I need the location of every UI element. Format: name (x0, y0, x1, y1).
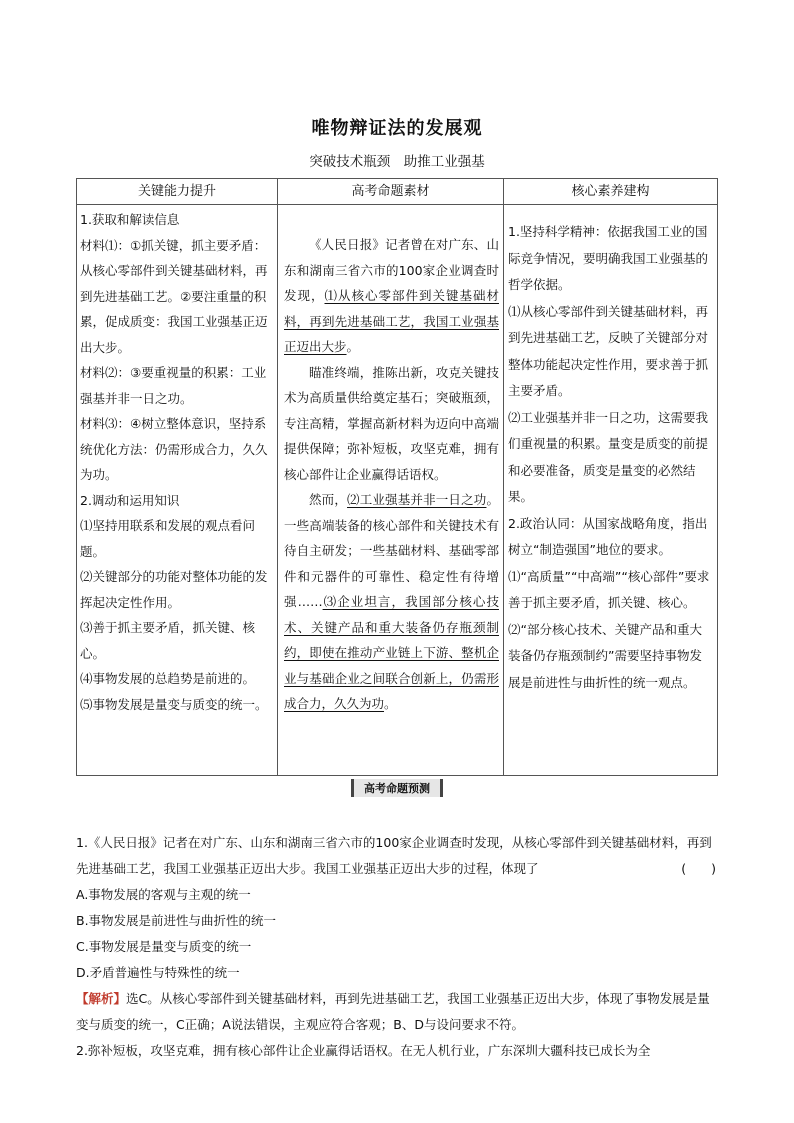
question-2-stem: 2.弥补短板，攻坚克难，拥有核心部件让企业赢得话语权。在无人机行业，广东深圳大疆科技已成长为全 (76, 1043, 651, 1058)
column-core-literacy (504, 179, 717, 775)
option-a: A.事物发展的客观与主观的统一 (76, 887, 251, 902)
list-item: ⑵“部分核心技术、关键产品和重大装备仍存瓶颈制约”需要坚持事物发展是前进性与曲折性的统一观点。 (508, 621, 702, 690)
question-1-stem: 1.《人民日报》记者在对广东、山东和湖南三省六市的100家企业调查时发现，从核心零部件到关键基础材料，再到先进基础工艺，我国工业强基正迈出大步。我国工业强基正迈出大步的过程，体现了 ( ) (76, 830, 720, 882)
option-d: D.矛盾普遍性与特殊性的统一 (76, 965, 240, 980)
list-item: 材料⑴：①抓关键，抓主要矛盾：从核心零部件到关键基础材料，再到先进基础工艺。②要注重量的积累，促成质变：我国工业强基正迈出大步。 (80, 237, 268, 355)
answer-blank: ( ) (681, 861, 716, 876)
page-title: 唯物辩证法的发展观 (311, 118, 483, 139)
list-item: 材料⑵：③要重视量的积累：工业强基并非一日之功。 (80, 365, 267, 406)
section-label: 高考命题预测 (351, 779, 443, 797)
column-header: 关键能力提升 (77, 179, 277, 205)
column-header: 高考命题素材 (278, 179, 503, 205)
list-item: ⑶善于抓主要矛盾，抓关键、核心。 (80, 620, 256, 661)
list-item: 1.坚持科学精神：依据我国工业的国际竞争情况，要明确我国工业强基的哲学依据。 (508, 224, 709, 292)
underlined-text: ⑴从核心零部件到关键基础材料，再到先进基础工艺，我国工业强基正迈出大步 (284, 288, 499, 354)
list-item: 材料⑶：④树立整体意识，坚持系统优化方法：仍需形成合力，久久为功。 (80, 416, 268, 482)
list-item: ⑴从核心零部件到关键基础材料，再到先进基础工艺，反映了关键部分对整体功能起决定性作用，要求善于抓主要矛盾。 (508, 303, 709, 398)
analysis: 【解析】选C。从核心零部件到关键基础材料，再到先进基础工艺，我国工业强基正迈出大步，体现了事物发展是量变与质变的统一，C正确；A说法错误，主观应符合客观；B、D与设问要求不符。 (76, 991, 710, 1032)
list-item: 1.获取和解读信息 (80, 212, 180, 227)
list-item: ⑴坚持用联系和发展的观点看问题。 (80, 518, 256, 559)
analysis-label: 【解析】 (76, 991, 127, 1006)
list-item: ⑵关键部分的功能对整体功能的发挥起决定性作用。 (80, 569, 268, 610)
material-paragraph: 然而，⑵工业强基并非一日之功。一些高端装备的核心部件和关键技术有待自主研发；一些基础材料、基础零部件和元器件的可靠性、稳定性有待增强……⑶企业坦言，我国部分核心技术、关键产品和重大装备仍存瓶颈制约，即使在推动产业链上下游、整机企业与基础企业之间联合创新上，仍需形成合力，久久为功。 (284, 492, 499, 711)
column-key-abilities (77, 179, 278, 775)
column-exam-material (278, 179, 504, 775)
material-table (76, 178, 718, 776)
list-item: ⑵工业强基并非一日之功，这需要我们重视量的积累。量变是质变的前提和必要准备，质变是量变的必然结果。 (508, 409, 709, 504)
list-item: 2.调动和运用知识 (80, 492, 180, 508)
list-item: 2.政治认同：从国家战略角度，指出树立“制造强国”地位的要求。 (508, 515, 708, 557)
option-b: B.事物发展是前进性与曲折性的统一 (76, 913, 277, 928)
option-c: C.事物发展是量变与质变的统一 (76, 939, 252, 954)
section-banner (0, 779, 794, 797)
underlined-text: ⑶企业坦言，我国部分核心技术、关键产品和重大装备仍存瓶颈制约，即使在推动产业链上下游、整机企业与基础企业之间联合创新上，仍需形成合力，久久为功 (284, 594, 499, 711)
list-item: ⑴“高质量”“中高端”“核心部件”要求善于抓主要矛盾，抓关键、核心。 (508, 568, 710, 610)
material-paragraph: 瞄准终端，推陈出新，攻克关键技术为高质量供给奠定基石；突破瓶颈，专注高精，掌握高新材料为迈向中高端提供保障；弥补短板，攻坚克难，拥有核心部件让企业赢得话语权。 (284, 364, 499, 482)
questions (76, 830, 720, 1064)
column-header: 核心素养建构 (504, 179, 717, 205)
list-item: ⑸事物发展是量变与质变的统一。 (80, 696, 268, 712)
underlined-text: ⑵工业强基并非一日之功 (347, 492, 487, 507)
material-paragraph: 《人民日报》记者曾在对广东、山东和湖南三省六市的100家企业调查时发现，⑴从核心零部件到关键基础材料，再到先进基础工艺，我国工业强基正迈出大步。 (284, 237, 499, 354)
list-item: ⑷事物发展的总趋势是前进的。 (80, 671, 256, 686)
page-subtitle: 突破技术瓶颈 助推工业强基 (309, 154, 485, 170)
